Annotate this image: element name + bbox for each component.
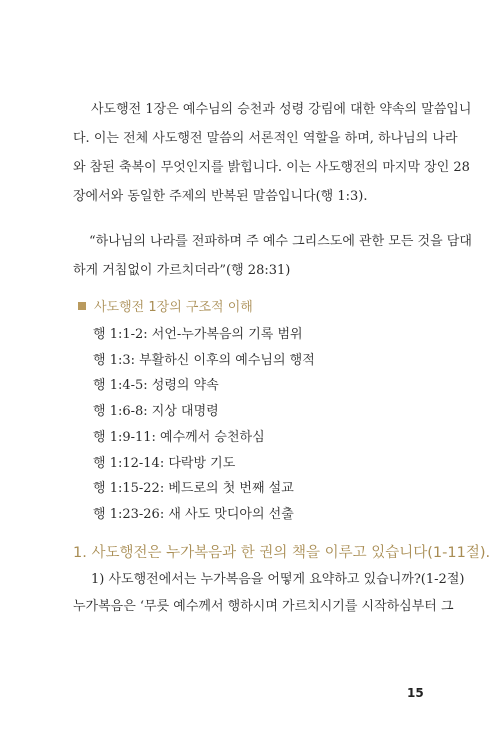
body-line: 누가복음은 ‘무릇 예수께서 행하시며 가르치시기를 시작하심부터 그 bbox=[73, 599, 454, 614]
intro-line: 사도행전 1장은 예수님의 승천과 성령 강림에 대한 약속의 말씀입니 bbox=[91, 102, 472, 117]
question-text: 1) 사도행전에서는 누가복음을 어떻게 요약하고 있습니까?(1-2절) bbox=[91, 572, 465, 587]
outline-item: 행 1:6-8: 지상 대명령 bbox=[93, 404, 219, 420]
outline-item: 행 1:4-5: 성령의 약속 bbox=[93, 378, 219, 394]
quote-line: 하게 거침없이 가르치더라”(행 28:31) bbox=[73, 263, 291, 278]
outline-heading-text: 사도행전 1장의 구조적 이해 bbox=[94, 300, 253, 315]
outline-heading bbox=[78, 296, 253, 315]
outline-item: 행 1:3: 부활하신 이후의 예수님의 행적 bbox=[93, 352, 315, 368]
section-title: 1. 사도행전은 누가복음과 한 권의 책을 이루고 있습니다(1-11절). bbox=[73, 545, 491, 561]
outline-item: 행 1:12-14: 다락방 기도 bbox=[93, 455, 236, 471]
intro-line: 다. 이는 전체 사도행전 말씀의 서론적인 역할을 하며, 하나님의 나라 bbox=[73, 131, 458, 146]
outline-item: 행 1:1-2: 서언-누가복음의 기록 범위 bbox=[93, 327, 303, 342]
outline-item: 행 1:23-26: 새 사도 맛디아의 선출 bbox=[93, 506, 294, 522]
intro-line: 와 참된 축복이 무엇인지를 밝힙니다. 이는 사도행전의 마지막 장인 28 bbox=[73, 160, 470, 175]
quote-paragraph bbox=[73, 227, 472, 285]
quote-line: “하나님의 나라를 전파하며 주 예수 그리스도에 관한 모든 것을 담대 bbox=[89, 234, 472, 249]
square-bullet-icon bbox=[78, 302, 86, 310]
page-number: 15 bbox=[407, 686, 424, 700]
outline-list bbox=[93, 322, 315, 528]
intro-line: 장에서와 동일한 주제의 반복된 말씀입니다(행 1:3). bbox=[73, 189, 368, 204]
outline-item: 행 1:15-22: 베드로의 첫 번째 설교 bbox=[93, 481, 294, 497]
outline-item: 행 1:9-11: 예수께서 승천하심 bbox=[93, 429, 265, 445]
intro-paragraph bbox=[73, 95, 472, 211]
